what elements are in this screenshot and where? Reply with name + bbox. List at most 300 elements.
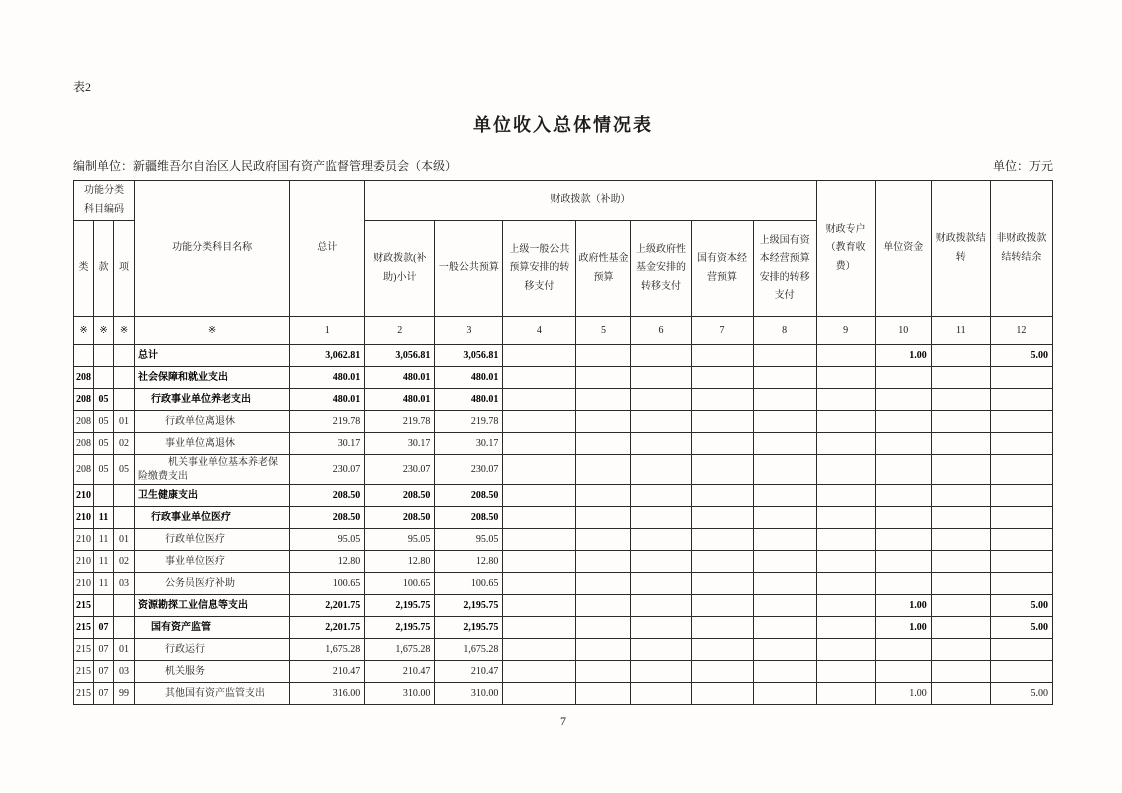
code-cell: 210 [74,529,94,551]
value-cell [576,485,631,507]
subject-name-cell: 行政事业单位养老支出 [135,389,290,411]
header-state-capital-budget: 国有资本经营预算 [691,221,753,317]
value-cell: 5.00 [990,345,1052,367]
subject-name-cell: 其他国有资产监管支出 [135,683,290,705]
subject-name-cell: 事业单位离退休 [135,433,290,455]
value-cell [631,551,691,573]
value-cell [503,617,576,639]
code-cell: 07 [94,617,114,639]
code-cell: 07 [94,683,114,705]
value-cell [816,683,875,705]
header-fiscal-carryover: 财政拨款结转 [931,181,990,317]
value-cell [576,529,631,551]
value-cell [875,411,931,433]
subject-name-cell: 总计 [135,345,290,367]
marker-cell: ※ [135,317,290,345]
value-cell [816,639,875,661]
value-cell [503,639,576,661]
value-cell [816,507,875,529]
value-cell [753,683,816,705]
code-cell [114,389,135,411]
value-cell: 480.01 [435,367,503,389]
value-cell [753,507,816,529]
value-cell: 95.05 [435,529,503,551]
value-cell [576,507,631,529]
column-number: 12 [990,317,1052,345]
value-cell: 1.00 [875,617,931,639]
table-row [74,411,1053,433]
value-cell [875,573,931,595]
value-cell [875,389,931,411]
value-cell: 12.80 [290,551,365,573]
subject-name-cell: 行政运行 [135,639,290,661]
value-cell [753,433,816,455]
value-cell: 210.47 [435,661,503,683]
header-unit-funds: 单位资金 [875,181,931,317]
value-cell [631,529,691,551]
subject-name-cell: 机关服务 [135,661,290,683]
value-cell [753,595,816,617]
value-cell [875,367,931,389]
value-cell [576,617,631,639]
code-cell [114,507,135,529]
value-cell: 95.05 [365,529,435,551]
code-cell: 11 [94,529,114,551]
value-cell [931,683,990,705]
marker-cell: ※ [74,317,94,345]
table-row [74,485,1053,507]
column-number: 2 [365,317,435,345]
code-cell: 01 [114,529,135,551]
value-cell [691,433,753,455]
subject-name-cell: 事业单位医疗 [135,551,290,573]
value-cell [576,639,631,661]
code-cell: 05 [94,433,114,455]
table-row [74,455,1053,485]
page-title: 单位收入总体情况表 [473,115,653,135]
value-cell [816,455,875,485]
value-cell [931,661,990,683]
value-cell [931,389,990,411]
value-cell [990,639,1052,661]
column-number: 10 [875,317,931,345]
value-cell [691,529,753,551]
table-label: 表2 [73,80,92,94]
value-cell [753,639,816,661]
subject-name-cell: 行政事业单位医疗 [135,507,290,529]
column-number: 11 [931,317,990,345]
value-cell [875,507,931,529]
value-cell [990,485,1052,507]
value-cell [631,507,691,529]
header-general-public-budget: 一般公共预算 [435,221,503,317]
value-cell: 5.00 [990,683,1052,705]
value-cell: 480.01 [365,367,435,389]
value-cell [931,617,990,639]
value-cell: 100.65 [435,573,503,595]
value-cell [691,455,753,485]
value-cell: 208.50 [435,485,503,507]
value-cell [503,595,576,617]
value-cell [931,529,990,551]
value-cell [931,345,990,367]
code-cell: 07 [94,639,114,661]
value-cell [990,573,1052,595]
value-cell [816,529,875,551]
value-cell [816,345,875,367]
value-cell: 208.50 [290,507,365,529]
value-cell [503,345,576,367]
column-number: 1 [290,317,365,345]
value-cell [990,411,1052,433]
value-cell: 480.01 [365,389,435,411]
column-number: 4 [503,317,576,345]
value-cell: 210.47 [290,661,365,683]
value-cell [691,389,753,411]
value-cell [753,551,816,573]
value-cell [990,433,1052,455]
value-cell [691,639,753,661]
value-cell [875,529,931,551]
value-cell [753,617,816,639]
header-code-group [74,181,135,221]
subject-name-cell: 国有资产监管 [135,617,290,639]
value-cell: 5.00 [990,617,1052,639]
value-cell [576,389,631,411]
code-cell: 208 [74,433,94,455]
value-cell [631,433,691,455]
table-row [74,507,1053,529]
value-cell: 30.17 [290,433,365,455]
value-cell [990,455,1052,485]
code-cell [114,367,135,389]
value-cell [931,639,990,661]
code-cell: 215 [74,639,94,661]
column-number: 5 [576,317,631,345]
value-cell: 480.01 [290,389,365,411]
value-cell: 208.50 [365,507,435,529]
value-cell [931,367,990,389]
value-cell [753,573,816,595]
value-cell [503,455,576,485]
value-cell [691,411,753,433]
header-gov-fund-budget: 政府性基金预算 [576,221,631,317]
table-row [74,345,1053,367]
column-number-row [74,317,1053,345]
value-cell [691,345,753,367]
value-cell [631,639,691,661]
code-cell: 208 [74,411,94,433]
table-row [74,617,1053,639]
code-cell: 208 [74,455,94,485]
value-cell: 210.47 [365,661,435,683]
value-cell [990,389,1052,411]
value-cell: 100.65 [365,573,435,595]
value-cell: 30.17 [365,433,435,455]
value-cell [503,389,576,411]
code-cell: 01 [114,639,135,661]
subject-name-cell: 社会保障和就业支出 [135,367,290,389]
value-cell [503,683,576,705]
header-higher-state-capital-transfer: 上级国有资本经营预算安排的转移支付 [753,221,816,317]
value-cell [753,485,816,507]
value-cell [576,411,631,433]
value-cell [816,617,875,639]
value-cell [816,551,875,573]
value-cell [631,367,691,389]
value-cell [691,485,753,507]
value-cell [631,389,691,411]
header-name-col: 功能分类科目名称 [135,181,290,317]
value-cell: 1,675.28 [365,639,435,661]
header-higher-gov-fund-transfer: 上级政府性基金安排的转移支付 [631,221,691,317]
code-cell: 208 [74,389,94,411]
code-cell [94,595,114,617]
value-cell: 5.00 [990,595,1052,617]
value-cell: 12.80 [435,551,503,573]
value-cell [631,617,691,639]
code-cell [114,617,135,639]
value-cell: 230.07 [435,455,503,485]
value-cell [816,389,875,411]
value-cell: 208.50 [435,507,503,529]
value-cell [503,367,576,389]
value-cell: 2,195.75 [435,595,503,617]
value-cell [875,455,931,485]
header-code-group-label: 功能分类科目编码 [84,185,125,215]
value-cell: 2,201.75 [290,595,365,617]
code-cell: 02 [114,551,135,573]
code-cell: 05 [94,455,114,485]
income-table [73,180,1053,705]
value-cell: 310.00 [435,683,503,705]
table-row [74,661,1053,683]
header-nonfiscal-carryover: 非财政拨款结转结余 [990,181,1052,317]
value-cell [503,485,576,507]
value-cell [631,595,691,617]
value-cell: 219.78 [435,411,503,433]
table-row [74,683,1053,705]
value-cell [503,529,576,551]
code-cell: 210 [74,507,94,529]
table-row [74,573,1053,595]
marker-cell: ※ [94,317,114,345]
header-fiscal-special-account: 财政专户（教育收费） [816,181,875,317]
marker-cell: ※ [114,317,135,345]
value-cell: 2,195.75 [435,617,503,639]
value-cell: 1.00 [875,345,931,367]
value-cell [990,507,1052,529]
table-body [74,345,1053,705]
value-cell [816,411,875,433]
value-cell: 219.78 [365,411,435,433]
value-cell [931,485,990,507]
value-cell [631,661,691,683]
value-cell [931,573,990,595]
value-cell [631,485,691,507]
value-cell [816,367,875,389]
code-cell: 11 [94,573,114,595]
value-cell [631,455,691,485]
code-cell: 99 [114,683,135,705]
code-cell: 11 [94,507,114,529]
value-cell: 1,675.28 [290,639,365,661]
value-cell [753,411,816,433]
value-cell [753,455,816,485]
value-cell: 12.80 [365,551,435,573]
header-code-class: 类 [74,221,94,317]
value-cell [875,433,931,455]
code-cell: 03 [114,661,135,683]
value-cell [576,683,631,705]
code-cell [114,345,135,367]
subject-name-cell: 行政单位医疗 [135,529,290,551]
value-cell [875,551,931,573]
value-cell: 316.00 [290,683,365,705]
code-cell: 215 [74,617,94,639]
value-cell [816,573,875,595]
code-cell: 03 [114,573,135,595]
value-cell: 2,201.75 [290,617,365,639]
code-cell [94,485,114,507]
code-cell: 01 [114,411,135,433]
code-cell: 215 [74,661,94,683]
value-cell [576,455,631,485]
value-cell [875,661,931,683]
value-cell [691,573,753,595]
value-cell [691,683,753,705]
value-cell: 3,056.81 [365,345,435,367]
value-cell [576,345,631,367]
value-cell [576,433,631,455]
code-cell: 05 [114,455,135,485]
value-cell: 95.05 [290,529,365,551]
value-cell [503,573,576,595]
value-cell [816,485,875,507]
value-cell [691,661,753,683]
value-cell [931,455,990,485]
value-cell [753,367,816,389]
prepared-by: 编制单位：新疆维吾尔自治区人民政府国有资产监督管理委员会（本级） [73,159,458,173]
value-cell [691,617,753,639]
table-row [74,389,1053,411]
header-fiscal-group: 财政拨款（补助） [365,181,816,221]
value-cell [931,411,990,433]
code-cell: 210 [74,485,94,507]
value-cell [576,367,631,389]
value-cell [631,411,691,433]
value-cell [691,507,753,529]
table-row [74,433,1053,455]
value-cell [875,639,931,661]
value-cell [816,595,875,617]
value-cell [990,529,1052,551]
header-higher-general-transfer: 上级一般公共预算安排的转移支付 [503,221,576,317]
value-cell [990,661,1052,683]
value-cell: 230.07 [290,455,365,485]
value-cell [503,411,576,433]
code-cell: 07 [94,661,114,683]
value-cell: 208.50 [365,485,435,507]
value-cell: 310.00 [365,683,435,705]
unit-note: 单位：万元 [992,159,1053,173]
value-cell: 30.17 [435,433,503,455]
value-cell: 230.07 [365,455,435,485]
column-number: 7 [691,317,753,345]
code-cell: 215 [74,595,94,617]
value-cell [753,661,816,683]
column-number: 3 [435,317,503,345]
value-cell [990,551,1052,573]
value-cell [691,551,753,573]
value-cell: 3,056.81 [435,345,503,367]
value-cell [753,529,816,551]
column-number: 9 [816,317,875,345]
code-cell: 05 [94,411,114,433]
code-cell [114,595,135,617]
subject-name-cell: 卫生健康支出 [135,485,290,507]
code-cell [74,345,94,367]
value-cell [931,551,990,573]
column-number: 8 [753,317,816,345]
code-cell: 05 [94,389,114,411]
table-row [74,529,1053,551]
value-cell: 1,675.28 [435,639,503,661]
value-cell [631,345,691,367]
header-fiscal-subtotal: 财政拨款(补助)小计 [365,221,435,317]
subject-name-cell: 公务员医疗补助 [135,573,290,595]
code-cell: 210 [74,551,94,573]
code-cell: 208 [74,367,94,389]
value-cell [503,661,576,683]
value-cell: 480.01 [435,389,503,411]
header-code-section: 款 [94,221,114,317]
subject-name-cell: 行政单位离退休 [135,411,290,433]
value-cell [503,433,576,455]
value-cell [691,595,753,617]
value-cell [816,433,875,455]
code-cell [114,485,135,507]
value-cell: 1.00 [875,595,931,617]
value-cell [576,573,631,595]
value-cell [576,595,631,617]
subject-name-cell: 资源勘探工业信息等支出 [135,595,290,617]
value-cell [816,661,875,683]
code-cell: 210 [74,573,94,595]
header-total-col: 总计 [290,181,365,317]
value-cell: 2,195.75 [365,617,435,639]
subject-name-cell: 机关事业单位基本养老保险缴费支出 [135,455,290,485]
table-row [74,639,1053,661]
value-cell [931,433,990,455]
table-row [74,595,1053,617]
value-cell [576,551,631,573]
page-number: 7 [560,714,566,728]
value-cell [931,507,990,529]
value-cell [691,367,753,389]
code-cell: 215 [74,683,94,705]
value-cell: 3,062.81 [290,345,365,367]
value-cell [990,367,1052,389]
value-cell [753,345,816,367]
value-cell [503,507,576,529]
code-cell: 02 [114,433,135,455]
value-cell [875,485,931,507]
value-cell: 1.00 [875,683,931,705]
value-cell: 208.50 [290,485,365,507]
value-cell [631,573,691,595]
header-code-item: 项 [114,221,135,317]
